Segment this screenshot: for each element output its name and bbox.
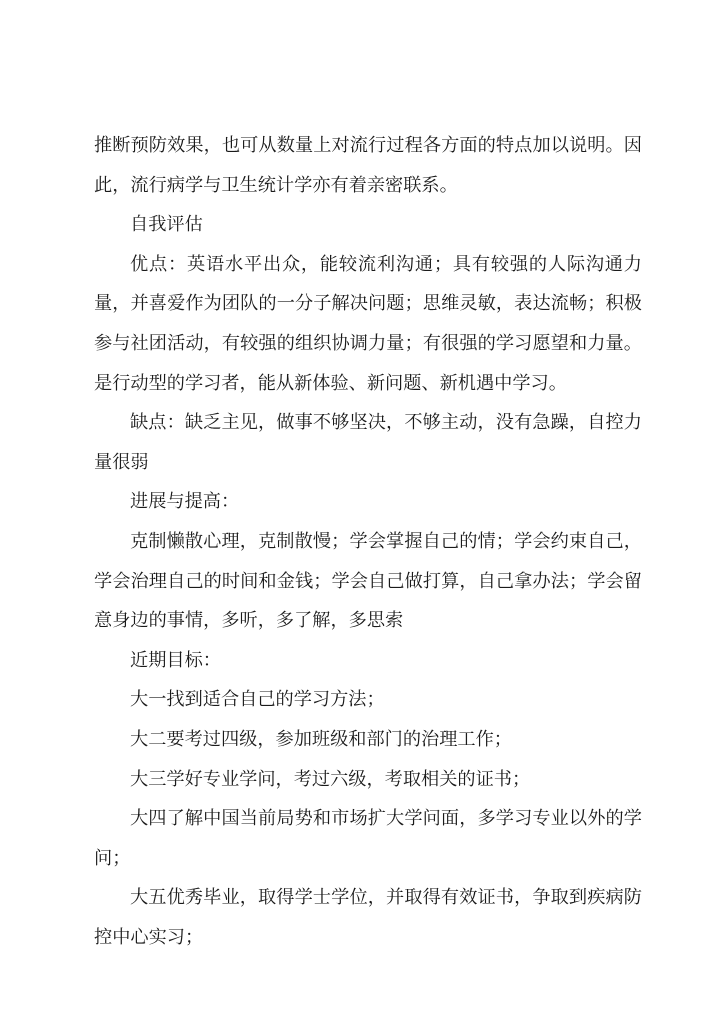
goal-year-3: 大三学好专业学问，考过六级，考取相关的证书；	[130, 768, 531, 790]
goal-year-5: 大五优秀毕业，取得学士学位，并取得有效证书，争取到疾病防控中心实习；	[94, 887, 642, 948]
paragraph-weaknesses: 缺点：缺乏主见，做事不够坚决，不够主动，没有急躁，自控力量很弱	[94, 412, 642, 473]
paragraph-intro-continuation: 推断预防效果，也可从数量上对流行过程各方面的特点加以说明。因此，流行病学与卫生统计学亦有着亲密联系。	[94, 135, 642, 196]
heading-short-term-goals: 近期目标：	[130, 649, 221, 671]
document-body	[94, 126, 642, 957]
goal-year-1: 大一找到适合自己的学习方法；	[130, 689, 385, 711]
paragraph-development: 克制懒散心理，克制散慢；学会掌握自己的情；学会约束自己，学会治理自己的时间和金钱；学会自己做打算，自己拿办法；学会留意身边的事情，多听，多了解，多思索	[94, 530, 642, 632]
goal-year-2: 大二要考过四级，参加班级和部门的治理工作；	[130, 728, 512, 750]
paragraph-strengths: 优点：英语水平出众，能较流利沟通；具有较强的人际沟通力量，并喜爱作为团队的一分子解决问题；思维灵敏，表达流畅；积极参与社团活动，有较强的组织协调力量；有很强的学习愿望和力量。是行动型的学习者，能从新体验、新问题、新机遇中学习。	[94, 253, 642, 394]
heading-self-assessment: 自我评估	[130, 214, 203, 236]
goal-year-4: 大四了解中国当前局势和市场扩大学问面，多学习专业以外的学问；	[94, 808, 642, 869]
heading-development: 进展与提高：	[130, 491, 240, 513]
